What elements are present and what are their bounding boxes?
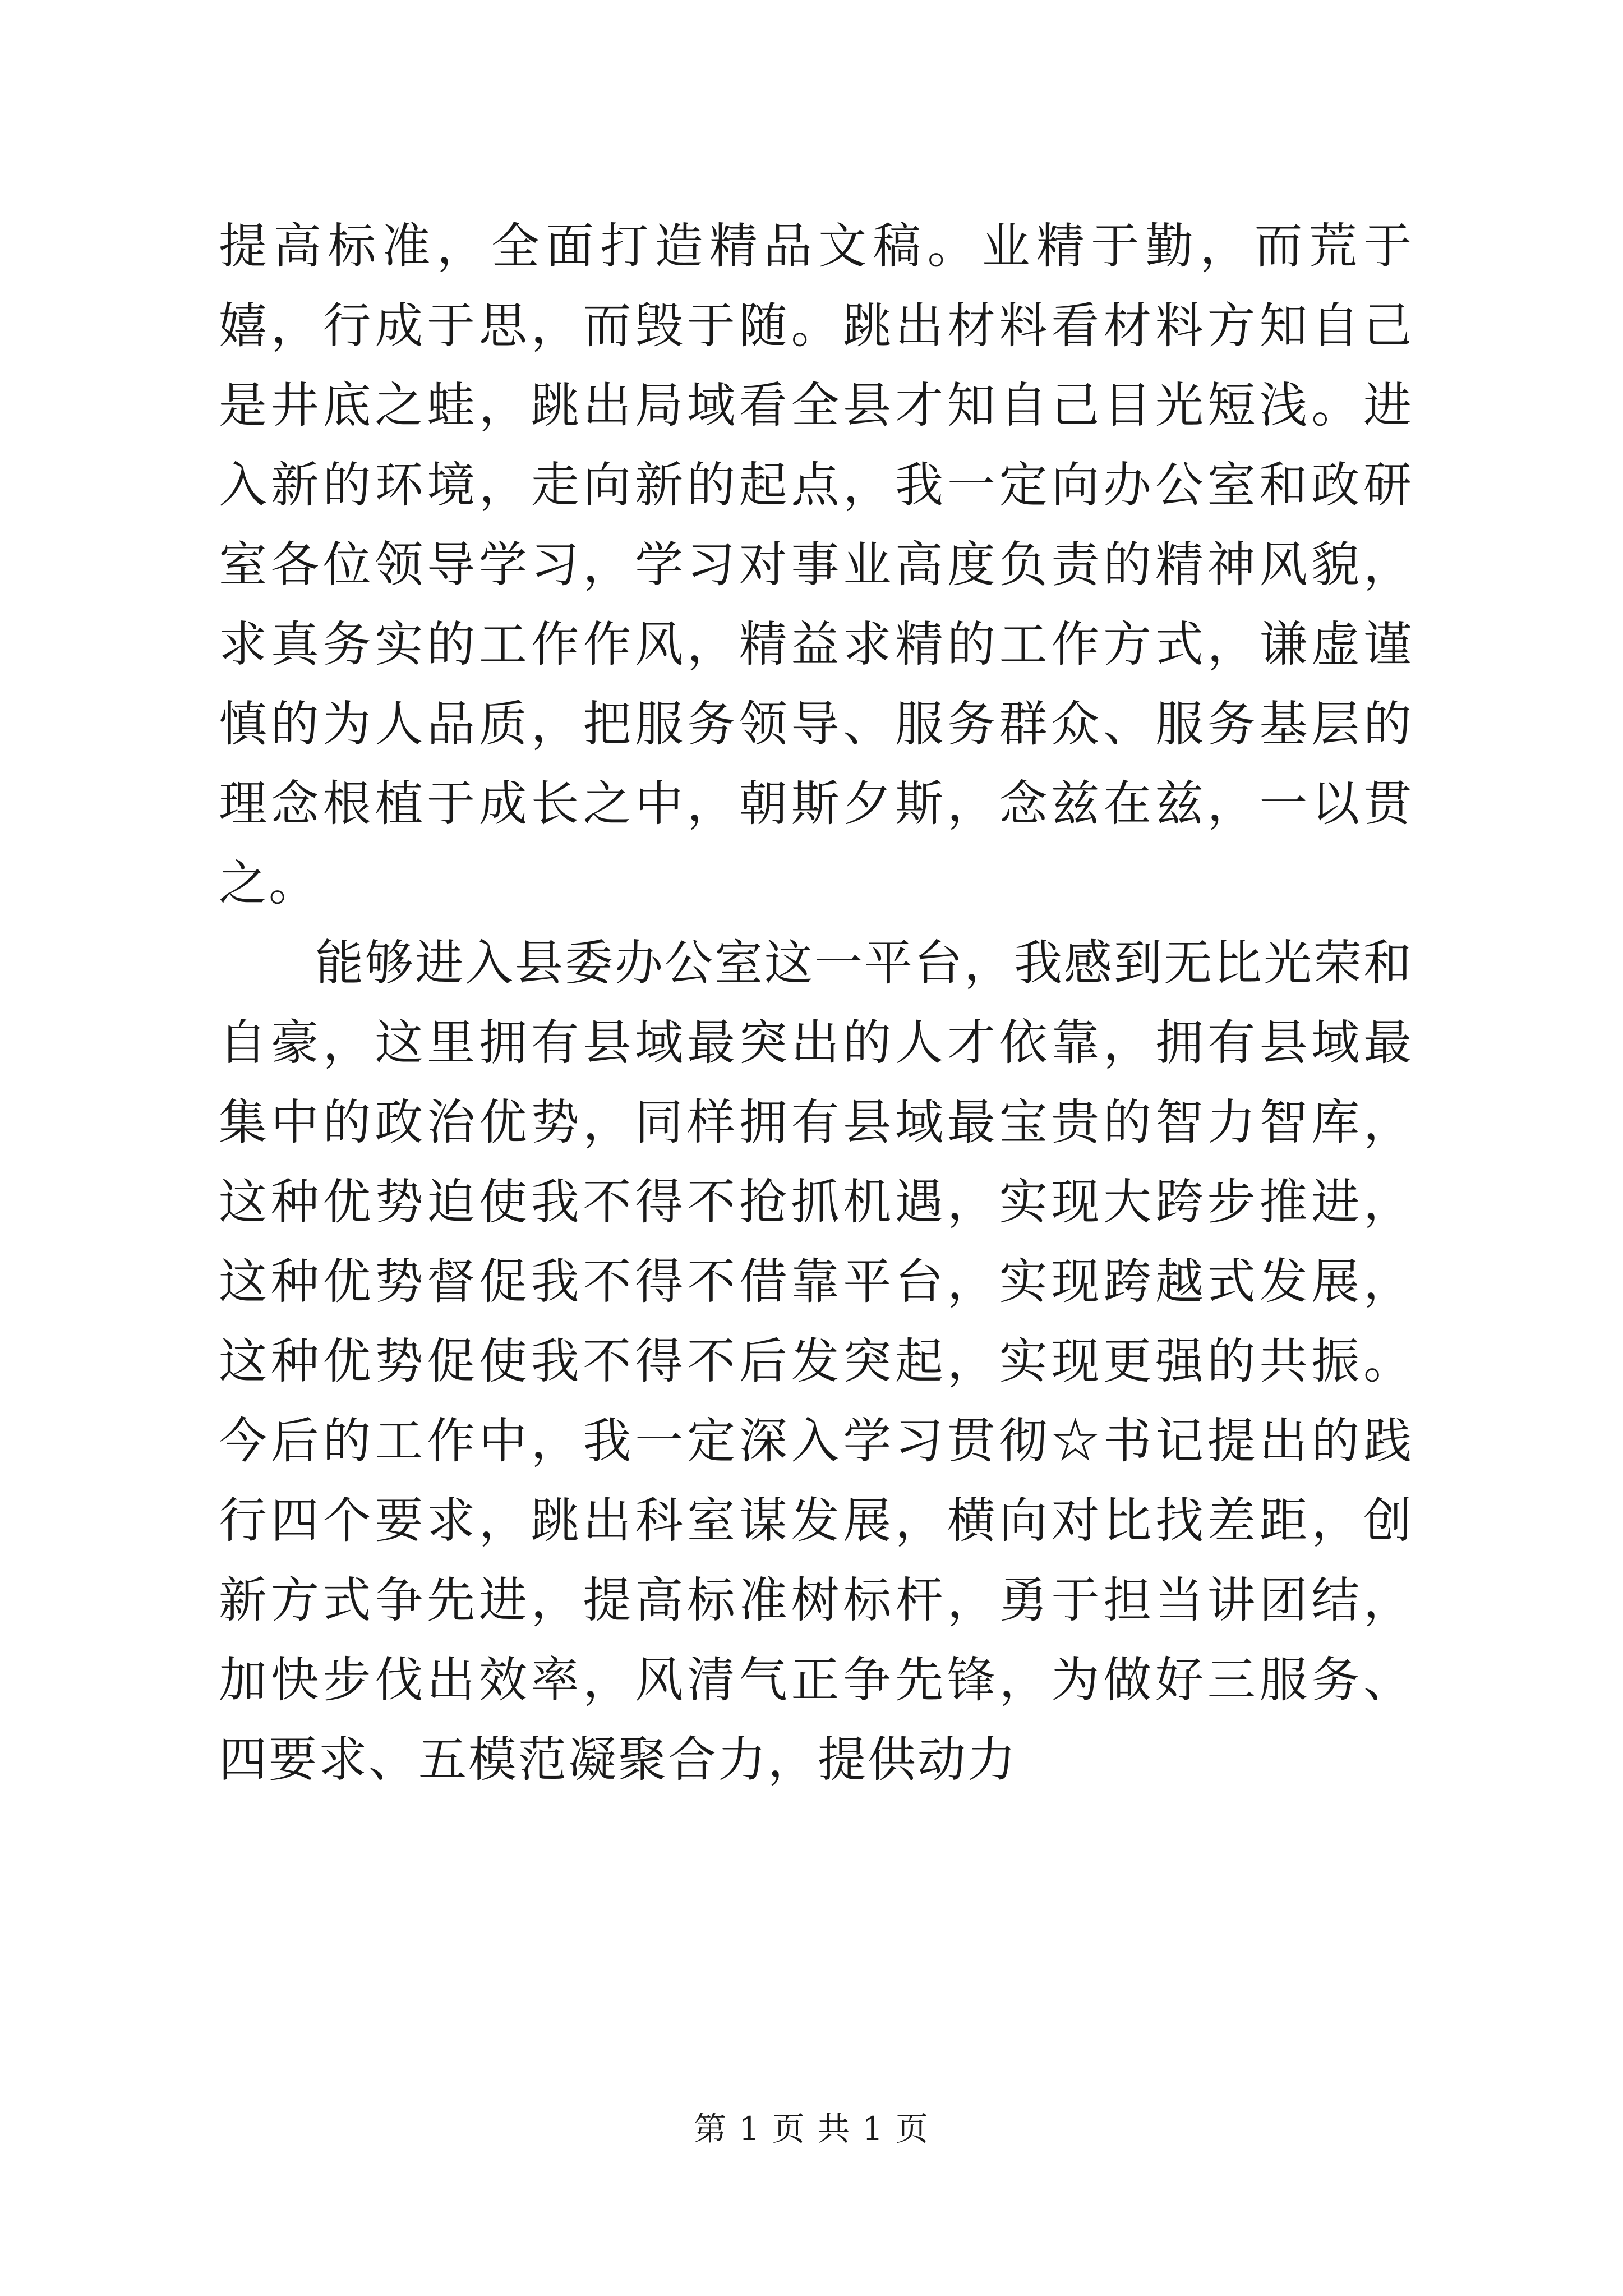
document-body bbox=[219, 206, 1413, 1800]
paragraph-continued: 提高标准，全面打造精品文稿。业精于勤，而荒于嬉，行成于思，而毁于随。跳出材料看材料方知自己是井底之蛙，跳出局域看全县才知自己目光短浅。进入新的环境，走向新的起点，我一定向办公室和政研室各位领导学习，学习对事业高度负责的精神风貌，求真务实的工作作风，精益求精的工作方式，谦虚谨慎的为人品质，把服务领导、服务群众、服务基层的理念根植于成长之中，朝斯夕斯，念兹在兹，一以贯之。 bbox=[219, 218, 1413, 912]
paragraph-platform: 能够进入县委办公室这一平台，我感到无比光荣和自豪，这里拥有县域最突出的人才依靠，拥有县域最集中的政治优势，同样拥有县域最宝贵的智力智库，这种优势迫使我不得不抢抓机遇，实现大跨步推进，这种优势督促我不得不借靠平台，实现跨越式发展，这种优势促使我不得不后发突起，实现更强的共振。今后的工作中，我一定深入学习贯彻☆书记提出的践行四个要求，跳出科室谋发展，横向对比找差距，创新方式争先进，提高标准树标杆，勇于担当讲团结，加快步伐出效率，风清气正争先锋，为做好三服务、四要求、五模范凝聚合力，提供动力 bbox=[219, 935, 1413, 1788]
page-number-footer: 第 1 页 共 1 页 bbox=[694, 2110, 929, 2148]
